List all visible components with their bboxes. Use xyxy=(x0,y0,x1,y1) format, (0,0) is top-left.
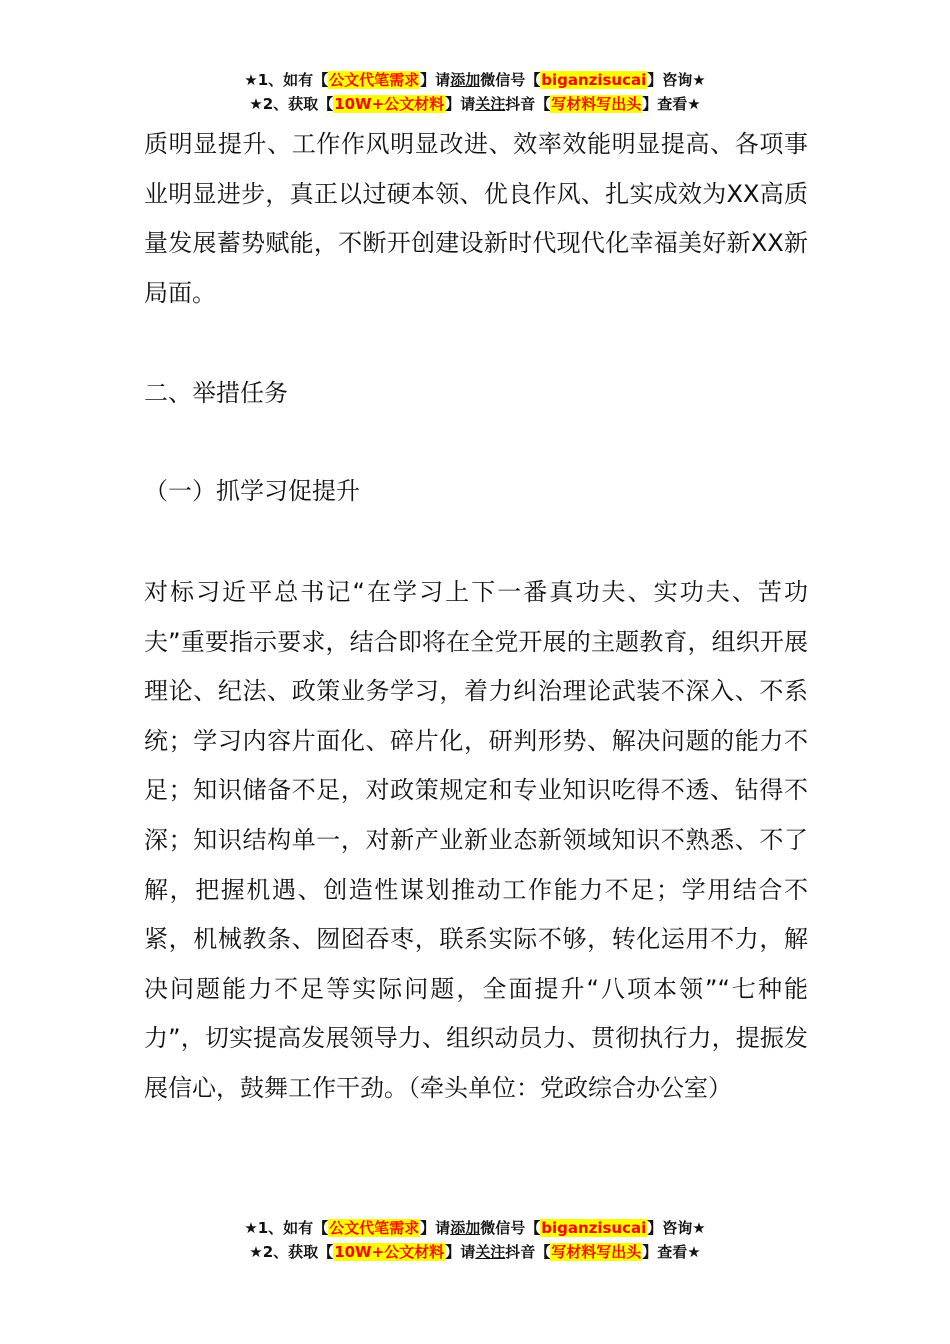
header-banner xyxy=(0,68,950,116)
banner-line-2 xyxy=(0,1240,950,1264)
banner-text: 抖音【 xyxy=(505,95,551,113)
highlight-materials: 10W+公文材料 xyxy=(334,1243,445,1261)
banner-text: ★2、获取【 xyxy=(249,1243,334,1261)
banner-line-1 xyxy=(0,1216,950,1240)
banner-text: 】请 xyxy=(420,1219,451,1237)
banner-underlined: 关注 xyxy=(475,1243,506,1261)
banner-text: 】咨询★ xyxy=(647,71,706,89)
banner-text: ★1、如有【 xyxy=(244,1219,329,1237)
banner-text: 】请 xyxy=(445,1243,476,1261)
banner-text: 抖音【 xyxy=(505,1243,551,1261)
banner-underlined: 添加 xyxy=(450,71,481,89)
banner-text: 】查看★ xyxy=(642,95,701,113)
highlight-service: 公文代笔需求 xyxy=(329,71,420,89)
section-heading: 二、举措任务 xyxy=(144,379,288,407)
highlight-service: 公文代笔需求 xyxy=(329,1219,420,1237)
banner-text: 】请 xyxy=(445,95,476,113)
banner-text: ★2、获取【 xyxy=(249,95,334,113)
highlight-materials: 10W+公文材料 xyxy=(334,95,445,113)
body-paragraph-2: 对标习近平总书记“在学习上下一番真功夫、实功夫、苦功夫”重要指示要求，结合即将在全党开展的主题教育，组织开展理论、纪法、政策业务学习，着力纠治理论武装不深入、不系统；学习内容片面化、碎片化，研判形势、解决问题的能力不足；知识储备不足，对政策规定和专业知识吃得不透、钻得不深；知识结构单一，对新产业新业态新领域知识不熟悉、不了解，把握机遇、创造性谋划推动工作能力不足；学用结合不紧，机械教条、囫囵吞枣，联系实际不够，转化运用不力，解决问题能力不足等实际问题，全面提升“八项本领”“七种能力”，切实提高发展领导力、组织动员力、贯彻执行力，提振发展信心，鼓舞工作干劲。（牵头单位：党政综合办公室） xyxy=(144,578,808,1102)
highlight-douyin: 写材料写出头 xyxy=(551,95,642,113)
banner-text: ★1、如有【 xyxy=(244,71,329,89)
banner-line-2 xyxy=(0,92,950,116)
banner-text: 微信号【 xyxy=(480,1219,541,1237)
banner-line-1 xyxy=(0,68,950,92)
subsection-heading: （一）抓学习促提升 xyxy=(144,477,360,505)
highlight-wechat-id: biganzisucai xyxy=(541,1219,647,1237)
highlight-wechat-id: biganzisucai xyxy=(541,71,647,89)
banner-text: 】请 xyxy=(420,71,451,89)
banner-text: 】咨询★ xyxy=(647,1219,706,1237)
footer-banner xyxy=(0,1216,950,1264)
highlight-douyin: 写材料写出头 xyxy=(551,1243,642,1261)
banner-text: 微信号【 xyxy=(480,71,541,89)
banner-underlined: 添加 xyxy=(450,1219,481,1237)
banner-text: 】查看★ xyxy=(642,1243,701,1261)
banner-underlined: 关注 xyxy=(475,95,506,113)
body-paragraph-1: 质明显提升、工作作风明显改进、效率效能明显提高、各项事业明显进步，真正以过硬本领、优良作风、扎实成效为XX高质量发展蓄势赋能，不断开创建设新时代现代化幸福美好新XX新局面。 xyxy=(144,130,808,307)
